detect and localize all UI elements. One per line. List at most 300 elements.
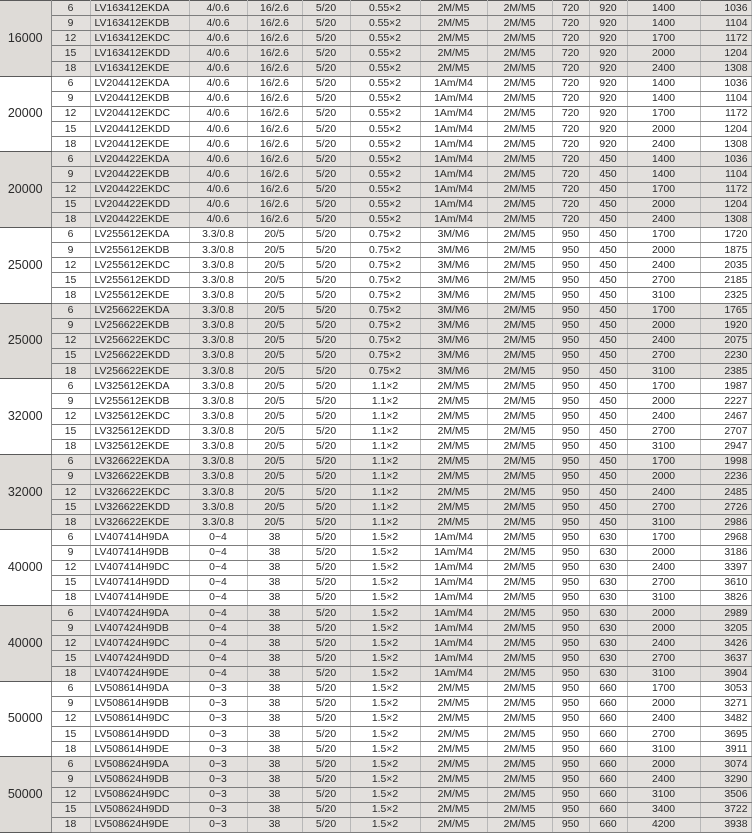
col-6-cell: 1.5×2 bbox=[350, 727, 420, 742]
col-9-cell: 950 bbox=[552, 318, 589, 333]
col-12-cell: 2989 bbox=[700, 606, 751, 621]
col-3-cell: 3.3/0.8 bbox=[189, 258, 247, 273]
col-7-cell: 2M/M5 bbox=[420, 46, 487, 61]
col-10-cell: 660 bbox=[589, 787, 627, 802]
col-12-cell: 1172 bbox=[700, 182, 751, 197]
col-9-cell: 950 bbox=[552, 348, 589, 363]
col-5-cell: 5/20 bbox=[302, 606, 350, 621]
row-size-cell: 6 bbox=[51, 454, 90, 469]
col-3-cell: 0~3 bbox=[189, 802, 247, 817]
col-10-cell: 630 bbox=[589, 606, 627, 621]
col-10-cell: 450 bbox=[589, 227, 627, 242]
col-5-cell: 5/20 bbox=[302, 333, 350, 348]
row-size-cell: 12 bbox=[51, 485, 90, 500]
model-number-cell: LV407414H9DA bbox=[90, 530, 189, 545]
row-size-cell: 15 bbox=[51, 122, 90, 137]
col-6-cell: 1.5×2 bbox=[350, 802, 420, 817]
col-5-cell: 5/20 bbox=[302, 727, 350, 742]
col-5-cell: 5/20 bbox=[302, 651, 350, 666]
row-size-cell: 15 bbox=[51, 424, 90, 439]
col-7-cell: 1Am/M4 bbox=[420, 621, 487, 636]
col-5-cell: 5/20 bbox=[302, 394, 350, 409]
row-size-cell: 15 bbox=[51, 802, 90, 817]
col-6-cell: 0.55×2 bbox=[350, 167, 420, 182]
col-8-cell: 2M/M5 bbox=[487, 303, 552, 318]
col-4-cell: 38 bbox=[247, 590, 302, 605]
col-3-cell: 4/0.6 bbox=[189, 76, 247, 91]
col-8-cell: 2M/M5 bbox=[487, 802, 552, 817]
col-6-cell: 1.1×2 bbox=[350, 469, 420, 484]
col-5-cell: 5/20 bbox=[302, 137, 350, 152]
col-4-cell: 38 bbox=[247, 530, 302, 545]
col-7-cell: 3M/M6 bbox=[420, 243, 487, 258]
col-4-cell: 38 bbox=[247, 681, 302, 696]
col-3-cell: 4/0.6 bbox=[189, 91, 247, 106]
col-10-cell: 450 bbox=[589, 348, 627, 363]
col-3-cell: 3.3/0.8 bbox=[189, 424, 247, 439]
model-number-cell: LV204412EKDC bbox=[90, 106, 189, 121]
col-3-cell: 3.3/0.8 bbox=[189, 273, 247, 288]
col-3-cell: 3.3/0.8 bbox=[189, 409, 247, 424]
col-4-cell: 38 bbox=[247, 696, 302, 711]
col-3-cell: 0~3 bbox=[189, 727, 247, 742]
col-11-cell: 2700 bbox=[627, 424, 700, 439]
col-3-cell: 3.3/0.8 bbox=[189, 303, 247, 318]
col-8-cell: 2M/M5 bbox=[487, 742, 552, 757]
col-8-cell: 2M/M5 bbox=[487, 545, 552, 560]
row-size-cell: 6 bbox=[51, 1, 90, 16]
col-12-cell: 3205 bbox=[700, 621, 751, 636]
col-4-cell: 20/5 bbox=[247, 258, 302, 273]
model-number-cell: LV255612EKDA bbox=[90, 227, 189, 242]
col-3-cell: 0~3 bbox=[189, 696, 247, 711]
col-11-cell: 2400 bbox=[627, 258, 700, 273]
col-3-cell: 0~4 bbox=[189, 530, 247, 545]
col-11-cell: 2000 bbox=[627, 394, 700, 409]
col-10-cell: 630 bbox=[589, 545, 627, 560]
col-12-cell: 3426 bbox=[700, 636, 751, 651]
table-row bbox=[0, 666, 751, 681]
col-8-cell: 2M/M5 bbox=[487, 772, 552, 787]
col-12-cell: 1308 bbox=[700, 137, 751, 152]
col-9-cell: 950 bbox=[552, 409, 589, 424]
col-7-cell: 2M/M5 bbox=[420, 772, 487, 787]
col-6-cell: 1.5×2 bbox=[350, 772, 420, 787]
col-9-cell: 950 bbox=[552, 606, 589, 621]
col-11-cell: 1700 bbox=[627, 530, 700, 545]
col-4-cell: 38 bbox=[247, 802, 302, 817]
col-8-cell: 2M/M5 bbox=[487, 348, 552, 363]
capacity-group bbox=[0, 303, 751, 379]
col-8-cell: 2M/M5 bbox=[487, 575, 552, 590]
col-4-cell: 20/5 bbox=[247, 243, 302, 258]
row-size-cell: 6 bbox=[51, 530, 90, 545]
col-5-cell: 5/20 bbox=[302, 545, 350, 560]
col-10-cell: 450 bbox=[589, 424, 627, 439]
col-4-cell: 38 bbox=[247, 711, 302, 726]
col-11-cell: 1700 bbox=[627, 681, 700, 696]
col-9-cell: 950 bbox=[552, 288, 589, 303]
model-number-cell: LV407414H9DB bbox=[90, 545, 189, 560]
col-6-cell: 0.55×2 bbox=[350, 197, 420, 212]
col-11-cell: 3100 bbox=[627, 288, 700, 303]
row-size-cell: 18 bbox=[51, 439, 90, 454]
table-row bbox=[0, 288, 751, 303]
table-row bbox=[0, 106, 751, 121]
col-6-cell: 0.75×2 bbox=[350, 348, 420, 363]
col-12-cell: 1998 bbox=[700, 454, 751, 469]
col-10-cell: 660 bbox=[589, 727, 627, 742]
col-6-cell: 1.5×2 bbox=[350, 817, 420, 832]
col-8-cell: 2M/M5 bbox=[487, 454, 552, 469]
col-8-cell: 2M/M5 bbox=[487, 787, 552, 802]
col-11-cell: 2400 bbox=[627, 772, 700, 787]
table-row bbox=[0, 802, 751, 817]
col-4-cell: 38 bbox=[247, 817, 302, 832]
col-9-cell: 720 bbox=[552, 46, 589, 61]
col-5-cell: 5/20 bbox=[302, 91, 350, 106]
col-4-cell: 16/2.6 bbox=[247, 46, 302, 61]
col-9-cell: 950 bbox=[552, 651, 589, 666]
col-4-cell: 38 bbox=[247, 772, 302, 787]
row-size-cell: 12 bbox=[51, 787, 90, 802]
table-row bbox=[0, 137, 751, 152]
col-3-cell: 0~4 bbox=[189, 621, 247, 636]
col-4-cell: 38 bbox=[247, 787, 302, 802]
table-row bbox=[0, 469, 751, 484]
col-6-cell: 0.55×2 bbox=[350, 106, 420, 121]
col-5-cell: 5/20 bbox=[302, 500, 350, 515]
table-row bbox=[0, 711, 751, 726]
col-9-cell: 950 bbox=[552, 636, 589, 651]
col-4-cell: 20/5 bbox=[247, 348, 302, 363]
model-number-cell: LV255612EKDE bbox=[90, 288, 189, 303]
col-4-cell: 38 bbox=[247, 666, 302, 681]
col-5-cell: 5/20 bbox=[302, 212, 350, 227]
col-7-cell: 3M/M6 bbox=[420, 333, 487, 348]
row-size-cell: 12 bbox=[51, 182, 90, 197]
col-4-cell: 16/2.6 bbox=[247, 122, 302, 137]
col-10-cell: 630 bbox=[589, 590, 627, 605]
col-9-cell: 720 bbox=[552, 91, 589, 106]
table-row bbox=[0, 379, 751, 394]
col-6-cell: 1.1×2 bbox=[350, 500, 420, 515]
col-7-cell: 2M/M5 bbox=[420, 439, 487, 454]
col-8-cell: 2M/M5 bbox=[487, 817, 552, 832]
col-8-cell: 2M/M5 bbox=[487, 757, 552, 772]
table-row bbox=[0, 197, 751, 212]
col-3-cell: 0~4 bbox=[189, 560, 247, 575]
col-7-cell: 3M/M6 bbox=[420, 318, 487, 333]
col-8-cell: 2M/M5 bbox=[487, 288, 552, 303]
table-row bbox=[0, 303, 751, 318]
col-6-cell: 0.55×2 bbox=[350, 91, 420, 106]
row-size-cell: 9 bbox=[51, 394, 90, 409]
col-5-cell: 5/20 bbox=[302, 787, 350, 802]
model-number-cell: LV204422EKDB bbox=[90, 167, 189, 182]
table-row bbox=[0, 530, 751, 545]
model-number-cell: LV256622EKDB bbox=[90, 318, 189, 333]
col-12-cell: 2035 bbox=[700, 258, 751, 273]
table-row bbox=[0, 182, 751, 197]
model-number-cell: LV407424H9DB bbox=[90, 621, 189, 636]
col-11-cell: 3100 bbox=[627, 439, 700, 454]
col-5-cell: 5/20 bbox=[302, 348, 350, 363]
col-5-cell: 5/20 bbox=[302, 469, 350, 484]
col-6-cell: 0.55×2 bbox=[350, 212, 420, 227]
col-12-cell: 1036 bbox=[700, 152, 751, 167]
col-5-cell: 5/20 bbox=[302, 757, 350, 772]
capacity-group bbox=[0, 530, 751, 606]
col-8-cell: 2M/M5 bbox=[487, 651, 552, 666]
col-9-cell: 950 bbox=[552, 273, 589, 288]
col-8-cell: 2M/M5 bbox=[487, 76, 552, 91]
col-12-cell: 2230 bbox=[700, 348, 751, 363]
col-3-cell: 0~3 bbox=[189, 772, 247, 787]
col-10-cell: 450 bbox=[589, 197, 627, 212]
col-12-cell: 1204 bbox=[700, 197, 751, 212]
col-5-cell: 5/20 bbox=[302, 61, 350, 76]
table-row bbox=[0, 318, 751, 333]
model-number-cell: LV325612EKDD bbox=[90, 424, 189, 439]
col-11-cell: 3100 bbox=[627, 515, 700, 530]
col-3-cell: 3.3/0.8 bbox=[189, 364, 247, 379]
row-size-cell: 15 bbox=[51, 273, 90, 288]
col-7-cell: 3M/M6 bbox=[420, 227, 487, 242]
model-number-cell: LV407424H9DA bbox=[90, 606, 189, 621]
col-7-cell: 1Am/M4 bbox=[420, 91, 487, 106]
col-8-cell: 2M/M5 bbox=[487, 560, 552, 575]
col-5-cell: 5/20 bbox=[302, 46, 350, 61]
model-number-cell: LV508614H9DA bbox=[90, 681, 189, 696]
col-9-cell: 720 bbox=[552, 152, 589, 167]
col-5-cell: 5/20 bbox=[302, 258, 350, 273]
col-6-cell: 1.1×2 bbox=[350, 409, 420, 424]
col-3-cell: 3.3/0.8 bbox=[189, 243, 247, 258]
col-11-cell: 2000 bbox=[627, 757, 700, 772]
row-size-cell: 15 bbox=[51, 46, 90, 61]
col-7-cell: 1Am/M4 bbox=[420, 606, 487, 621]
col-6-cell: 0.55×2 bbox=[350, 31, 420, 46]
table-row bbox=[0, 454, 751, 469]
capacity-group bbox=[0, 757, 751, 833]
row-size-cell: 9 bbox=[51, 318, 90, 333]
col-3-cell: 3.3/0.8 bbox=[189, 439, 247, 454]
col-7-cell: 1Am/M4 bbox=[420, 167, 487, 182]
col-12-cell: 3904 bbox=[700, 666, 751, 681]
col-7-cell: 1Am/M4 bbox=[420, 152, 487, 167]
col-12-cell: 3610 bbox=[700, 575, 751, 590]
col-12-cell: 3722 bbox=[700, 802, 751, 817]
table-row bbox=[0, 227, 751, 242]
col-3-cell: 4/0.6 bbox=[189, 122, 247, 137]
col-12-cell: 2325 bbox=[700, 288, 751, 303]
col-11-cell: 2000 bbox=[627, 621, 700, 636]
col-9-cell: 950 bbox=[552, 681, 589, 696]
col-9-cell: 950 bbox=[552, 424, 589, 439]
col-4-cell: 16/2.6 bbox=[247, 16, 302, 31]
col-3-cell: 3.3/0.8 bbox=[189, 227, 247, 242]
col-11-cell: 1700 bbox=[627, 106, 700, 121]
col-5-cell: 5/20 bbox=[302, 16, 350, 31]
col-12-cell: 3186 bbox=[700, 545, 751, 560]
col-10-cell: 450 bbox=[589, 258, 627, 273]
col-12-cell: 1875 bbox=[700, 243, 751, 258]
col-4-cell: 16/2.6 bbox=[247, 137, 302, 152]
col-10-cell: 630 bbox=[589, 666, 627, 681]
col-7-cell: 3M/M6 bbox=[420, 348, 487, 363]
col-5-cell: 5/20 bbox=[302, 439, 350, 454]
model-number-cell: LV204412EKDA bbox=[90, 76, 189, 91]
col-11-cell: 2000 bbox=[627, 469, 700, 484]
col-5-cell: 5/20 bbox=[302, 182, 350, 197]
col-7-cell: 2M/M5 bbox=[420, 454, 487, 469]
col-6-cell: 1.5×2 bbox=[350, 560, 420, 575]
col-11-cell: 2700 bbox=[627, 575, 700, 590]
table-row bbox=[0, 636, 751, 651]
col-5-cell: 5/20 bbox=[302, 515, 350, 530]
col-6-cell: 1.1×2 bbox=[350, 485, 420, 500]
col-10-cell: 450 bbox=[589, 500, 627, 515]
row-size-cell: 9 bbox=[51, 545, 90, 560]
col-6-cell: 1.5×2 bbox=[350, 606, 420, 621]
col-4-cell: 20/5 bbox=[247, 364, 302, 379]
col-10-cell: 920 bbox=[589, 76, 627, 91]
col-3-cell: 4/0.6 bbox=[189, 137, 247, 152]
model-number-cell: LV204422EKDA bbox=[90, 152, 189, 167]
row-size-cell: 18 bbox=[51, 61, 90, 76]
col-3-cell: 0~4 bbox=[189, 590, 247, 605]
col-11-cell: 3100 bbox=[627, 590, 700, 605]
col-7-cell: 2M/M5 bbox=[420, 1, 487, 16]
col-8-cell: 2M/M5 bbox=[487, 394, 552, 409]
row-size-cell: 9 bbox=[51, 16, 90, 31]
capacity-group bbox=[0, 681, 751, 757]
col-6-cell: 0.55×2 bbox=[350, 152, 420, 167]
col-8-cell: 2M/M5 bbox=[487, 530, 552, 545]
row-size-cell: 9 bbox=[51, 91, 90, 106]
col-8-cell: 2M/M5 bbox=[487, 227, 552, 242]
col-10-cell: 630 bbox=[589, 575, 627, 590]
col-4-cell: 20/5 bbox=[247, 515, 302, 530]
col-12-cell: 2227 bbox=[700, 394, 751, 409]
col-4-cell: 38 bbox=[247, 560, 302, 575]
col-5-cell: 5/20 bbox=[302, 560, 350, 575]
col-8-cell: 2M/M5 bbox=[487, 485, 552, 500]
table-row bbox=[0, 560, 751, 575]
capacity-group bbox=[0, 454, 751, 530]
col-3-cell: 3.3/0.8 bbox=[189, 379, 247, 394]
capacity-cell: 40000 bbox=[0, 606, 51, 682]
row-size-cell: 18 bbox=[51, 364, 90, 379]
col-12-cell: 3637 bbox=[700, 651, 751, 666]
col-4-cell: 16/2.6 bbox=[247, 91, 302, 106]
capacity-group bbox=[0, 76, 751, 152]
row-size-cell: 15 bbox=[51, 197, 90, 212]
col-11-cell: 2000 bbox=[627, 606, 700, 621]
col-5-cell: 5/20 bbox=[302, 681, 350, 696]
col-5-cell: 5/20 bbox=[302, 76, 350, 91]
col-5-cell: 5/20 bbox=[302, 590, 350, 605]
col-5-cell: 5/20 bbox=[302, 696, 350, 711]
row-size-cell: 12 bbox=[51, 711, 90, 726]
col-7-cell: 1Am/M4 bbox=[420, 76, 487, 91]
capacity-cell: 25000 bbox=[0, 303, 51, 379]
col-4-cell: 38 bbox=[247, 606, 302, 621]
col-6-cell: 0.75×2 bbox=[350, 318, 420, 333]
col-11-cell: 2000 bbox=[627, 545, 700, 560]
col-12-cell: 1308 bbox=[700, 61, 751, 76]
capacity-cell: 32000 bbox=[0, 379, 51, 455]
col-7-cell: 2M/M5 bbox=[420, 787, 487, 802]
col-12-cell: 1172 bbox=[700, 106, 751, 121]
col-4-cell: 20/5 bbox=[247, 288, 302, 303]
model-number-cell: LV508614H9DB bbox=[90, 696, 189, 711]
table-row bbox=[0, 727, 751, 742]
col-11-cell: 2000 bbox=[627, 197, 700, 212]
col-8-cell: 2M/M5 bbox=[487, 424, 552, 439]
col-11-cell: 1400 bbox=[627, 152, 700, 167]
col-6-cell: 0.55×2 bbox=[350, 46, 420, 61]
col-10-cell: 450 bbox=[589, 288, 627, 303]
table-row bbox=[0, 1, 751, 16]
col-8-cell: 2M/M5 bbox=[487, 590, 552, 605]
col-9-cell: 950 bbox=[552, 454, 589, 469]
col-9-cell: 720 bbox=[552, 61, 589, 76]
col-12-cell: 1204 bbox=[700, 122, 751, 137]
col-9-cell: 950 bbox=[552, 727, 589, 742]
col-3-cell: 4/0.6 bbox=[189, 1, 247, 16]
col-12-cell: 2485 bbox=[700, 485, 751, 500]
col-8-cell: 2M/M5 bbox=[487, 606, 552, 621]
col-9-cell: 950 bbox=[552, 394, 589, 409]
col-7-cell: 2M/M5 bbox=[420, 757, 487, 772]
col-9-cell: 950 bbox=[552, 333, 589, 348]
col-7-cell: 1Am/M4 bbox=[420, 666, 487, 681]
col-3-cell: 0~4 bbox=[189, 636, 247, 651]
col-10-cell: 630 bbox=[589, 621, 627, 636]
col-12-cell: 3482 bbox=[700, 711, 751, 726]
col-9-cell: 720 bbox=[552, 182, 589, 197]
col-3-cell: 3.3/0.8 bbox=[189, 348, 247, 363]
col-10-cell: 660 bbox=[589, 772, 627, 787]
model-number-cell: LV407414H9DD bbox=[90, 575, 189, 590]
model-number-cell: LV508614H9DD bbox=[90, 727, 189, 742]
model-number-cell: LV256622EKDE bbox=[90, 364, 189, 379]
table-row bbox=[0, 485, 751, 500]
col-9-cell: 950 bbox=[552, 485, 589, 500]
col-7-cell: 2M/M5 bbox=[420, 61, 487, 76]
col-3-cell: 3.3/0.8 bbox=[189, 454, 247, 469]
col-9-cell: 720 bbox=[552, 76, 589, 91]
col-8-cell: 2M/M5 bbox=[487, 636, 552, 651]
col-6-cell: 1.1×2 bbox=[350, 379, 420, 394]
col-9-cell: 950 bbox=[552, 787, 589, 802]
col-3-cell: 0~4 bbox=[189, 666, 247, 681]
col-11-cell: 2400 bbox=[627, 485, 700, 500]
col-7-cell: 1Am/M4 bbox=[420, 560, 487, 575]
model-number-cell: LV255612EKDB bbox=[90, 243, 189, 258]
col-9-cell: 950 bbox=[552, 772, 589, 787]
capacity-cell: 16000 bbox=[0, 1, 51, 77]
col-10-cell: 450 bbox=[589, 152, 627, 167]
col-3-cell: 4/0.6 bbox=[189, 182, 247, 197]
col-6-cell: 0.75×2 bbox=[350, 273, 420, 288]
col-3-cell: 3.3/0.8 bbox=[189, 394, 247, 409]
col-8-cell: 2M/M5 bbox=[487, 122, 552, 137]
col-12-cell: 1036 bbox=[700, 1, 751, 16]
col-8-cell: 2M/M5 bbox=[487, 469, 552, 484]
